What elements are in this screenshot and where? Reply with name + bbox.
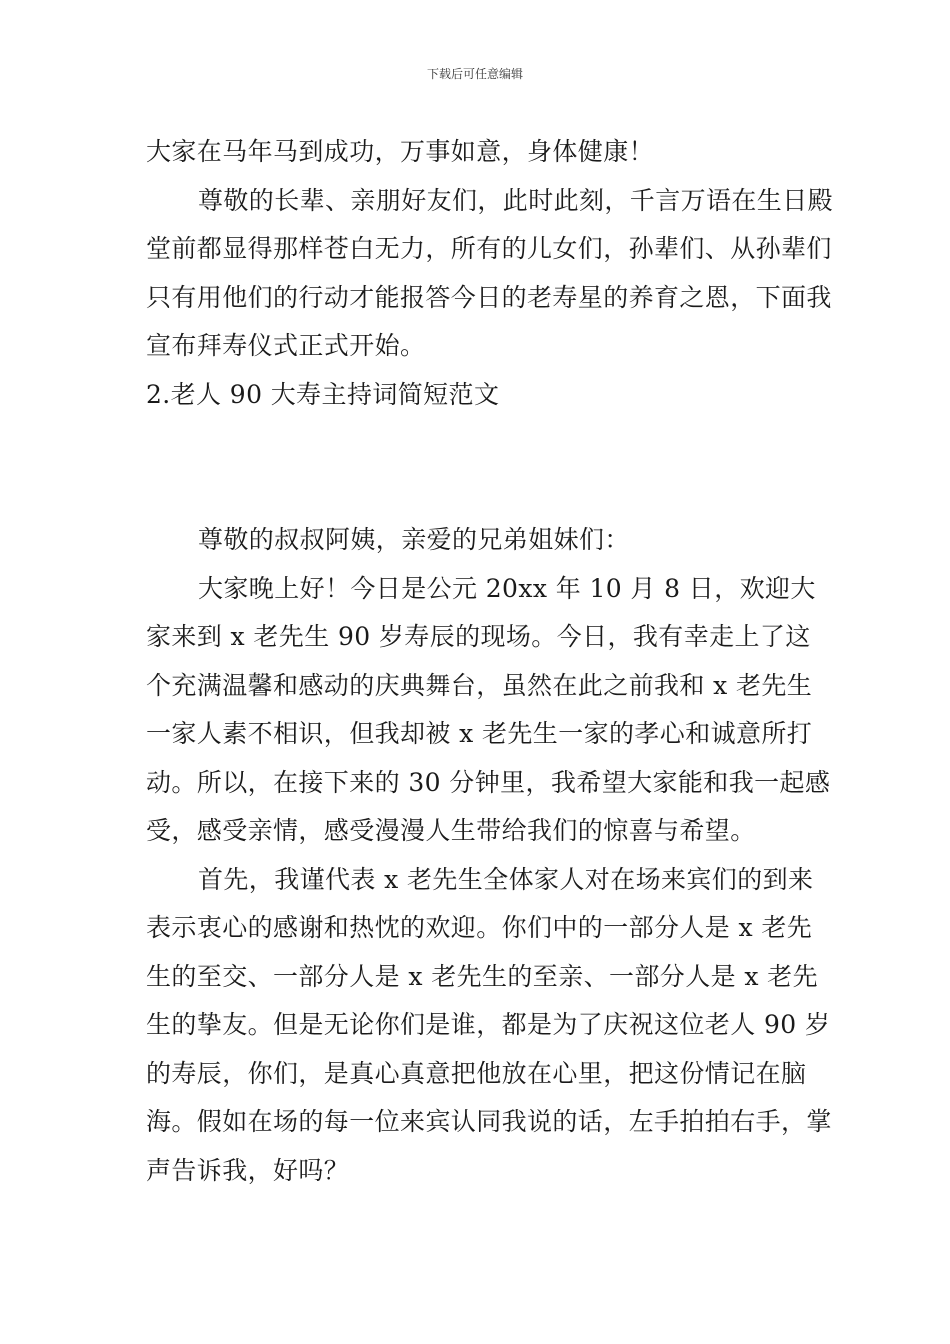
- paragraph-greeting: 尊敬的叔叔阿姨，亲爱的兄弟姐妹们：: [198, 525, 630, 554]
- document-body: [146, 128, 836, 1195]
- page-header-note: 下载后可任意编辑: [426, 67, 523, 81]
- paragraph-ceremony-start: 尊敬的长辈、亲朋好友们，此时此刻，千言万语在生日殿堂前都显得那样苍白无力，所有的儿女们，孙辈们、从孙辈们只有用他们的行动才能报答今日的老寿星的养育之恩，下面我宣布拜寿仪式正式开始。: [146, 185, 834, 360]
- paragraph-thanks: 首先，我谨代表 x 老先生全体家人对在场来宾们的到来表示衷心的感谢和热忱的欢迎。你们中的一部分人是 x 老先生的至交、一部分人是 x 老先生的至亲、一部分人是 x 老先生的挚友。但是无论你们是谁，都是为了庆祝这位老人 90 岁的寿辰，你们，是真心真意把他放在心里，把这份情记在脑海。假如在场的每一位来宾认同我说的话，左手拍拍右手，掌声告诉我，好吗？: [146, 864, 832, 1185]
- section-title: 2.老人 90 大寿主持词简短范文: [146, 379, 500, 409]
- paragraph-blessing: 大家在马年马到成功，万事如意，身体健康！: [146, 137, 655, 166]
- blank-space: [146, 419, 836, 516]
- paragraph-welcome: 大家晚上好！今日是公元 20xx 年 10 月 8 日，欢迎大家来到 x 老先生 90 岁寿辰的现场。今日，我有幸走上了这个充满温馨和感动的庆典舞台，虽然在此之前我和 x 老先生一家人素不相识，但我却被 x 老先生一家的孝心和诚意所打动。所以，在接下来的 30 分钟里，我希望大家能和我一起感受，感受亲情，感受漫漫人生带给我们的惊喜与希望。: [146, 573, 831, 845]
